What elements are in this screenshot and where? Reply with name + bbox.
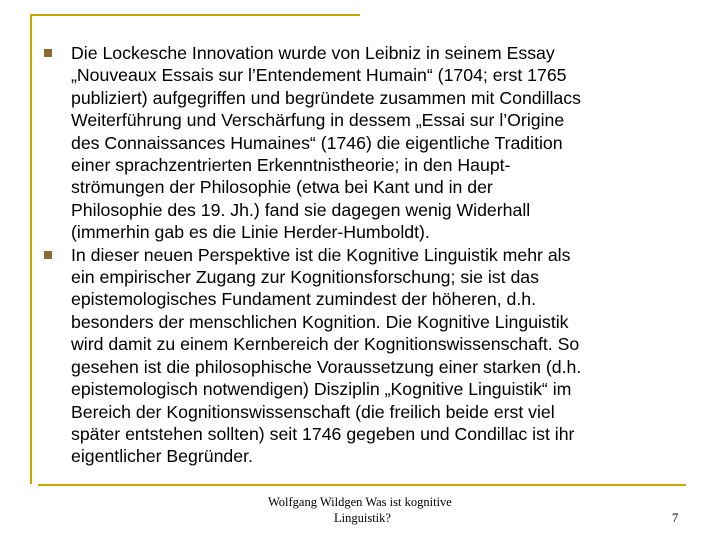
bullet-1-line: des Connaissances Humaines“ (1746) die eigentliche Tradition — [71, 132, 563, 153]
bullet-1-line: (immerhin gab es die Linie Herder-Humboldt). — [71, 222, 430, 243]
bullet-2-line: epistemologisches Fundament zumindest der höheren, d.h. — [71, 289, 537, 310]
bullet-text-2 — [71, 244, 684, 468]
bullet-square-icon — [44, 49, 52, 57]
footer-author-line-1: Wolfgang Wildgen Was ist kognitive — [268, 495, 452, 509]
bullet-2-line: Bereich der Kognitionswissenschaft (die freilich beide erst viel — [71, 401, 555, 422]
bullet-2-line: eigentlicher Begründer. — [71, 446, 253, 467]
bullet-1-line: „Nouveaux Essais sur l’Entendement Humain“ (1704; erst 1765 — [71, 65, 567, 86]
footer-author-line-2: Linguistik? — [334, 511, 391, 525]
bullet-2-line: gesehen ist die philosophische Voraussetzung einer starken (d.h. — [71, 356, 582, 377]
bullet-text-1 — [71, 42, 684, 244]
bullet-1-line: Weiterführung und Verschärfung in dessem „Essai sur l’Origine — [71, 110, 565, 131]
bullet-item-1 — [44, 42, 684, 244]
page-number: 7 — [672, 511, 679, 525]
bullet-2-line: wird damit zu einem Kernbereich der Kognitionswissenschaft. So — [71, 334, 580, 355]
slide-top-rule — [30, 14, 360, 16]
footer-author — [268, 494, 468, 526]
bullet-2-line: später entstehen sollten) seit 1746 gegeben und Condillac ist ihr — [71, 423, 575, 444]
bullet-2-line: ein empirischer Zugang zur Kognitionsforschung; sie ist das — [71, 267, 539, 288]
bullet-item-2 — [44, 244, 684, 468]
bullet-1-line: Die Lockesche Innovation wurde von Leibniz in seinem Essay — [71, 43, 555, 63]
bullet-1-line: einer sprachzentrierten Erkenntnistheorie; in den Haupt- — [71, 155, 511, 176]
bullet-2-line: besonders der menschlichen Kognition. Die Kognitive Linguistik — [71, 311, 569, 332]
bullet-1-line: publiziert) aufgegriffen und begründete zusammen mit Condillacs — [71, 87, 581, 108]
bullet-1-line: Philosophie des 19. Jh.) fand sie dagegen wenig Widerhall — [71, 199, 531, 220]
bullet-1-line: strömungen der Philosophie (etwa bei Kant und in der — [71, 177, 493, 198]
bullet-2-line: In dieser neuen Perspektive ist die Kognitive Linguistik mehr als — [71, 244, 571, 265]
bullet-square-icon — [44, 251, 52, 259]
slide-vertical-rule — [30, 14, 32, 484]
footer-rule — [38, 484, 686, 486]
bullet-2-line: epistemologisch notwendigen) Disziplin „Kognitive Linguistik“ im — [71, 379, 572, 400]
slide-content — [44, 42, 684, 468]
